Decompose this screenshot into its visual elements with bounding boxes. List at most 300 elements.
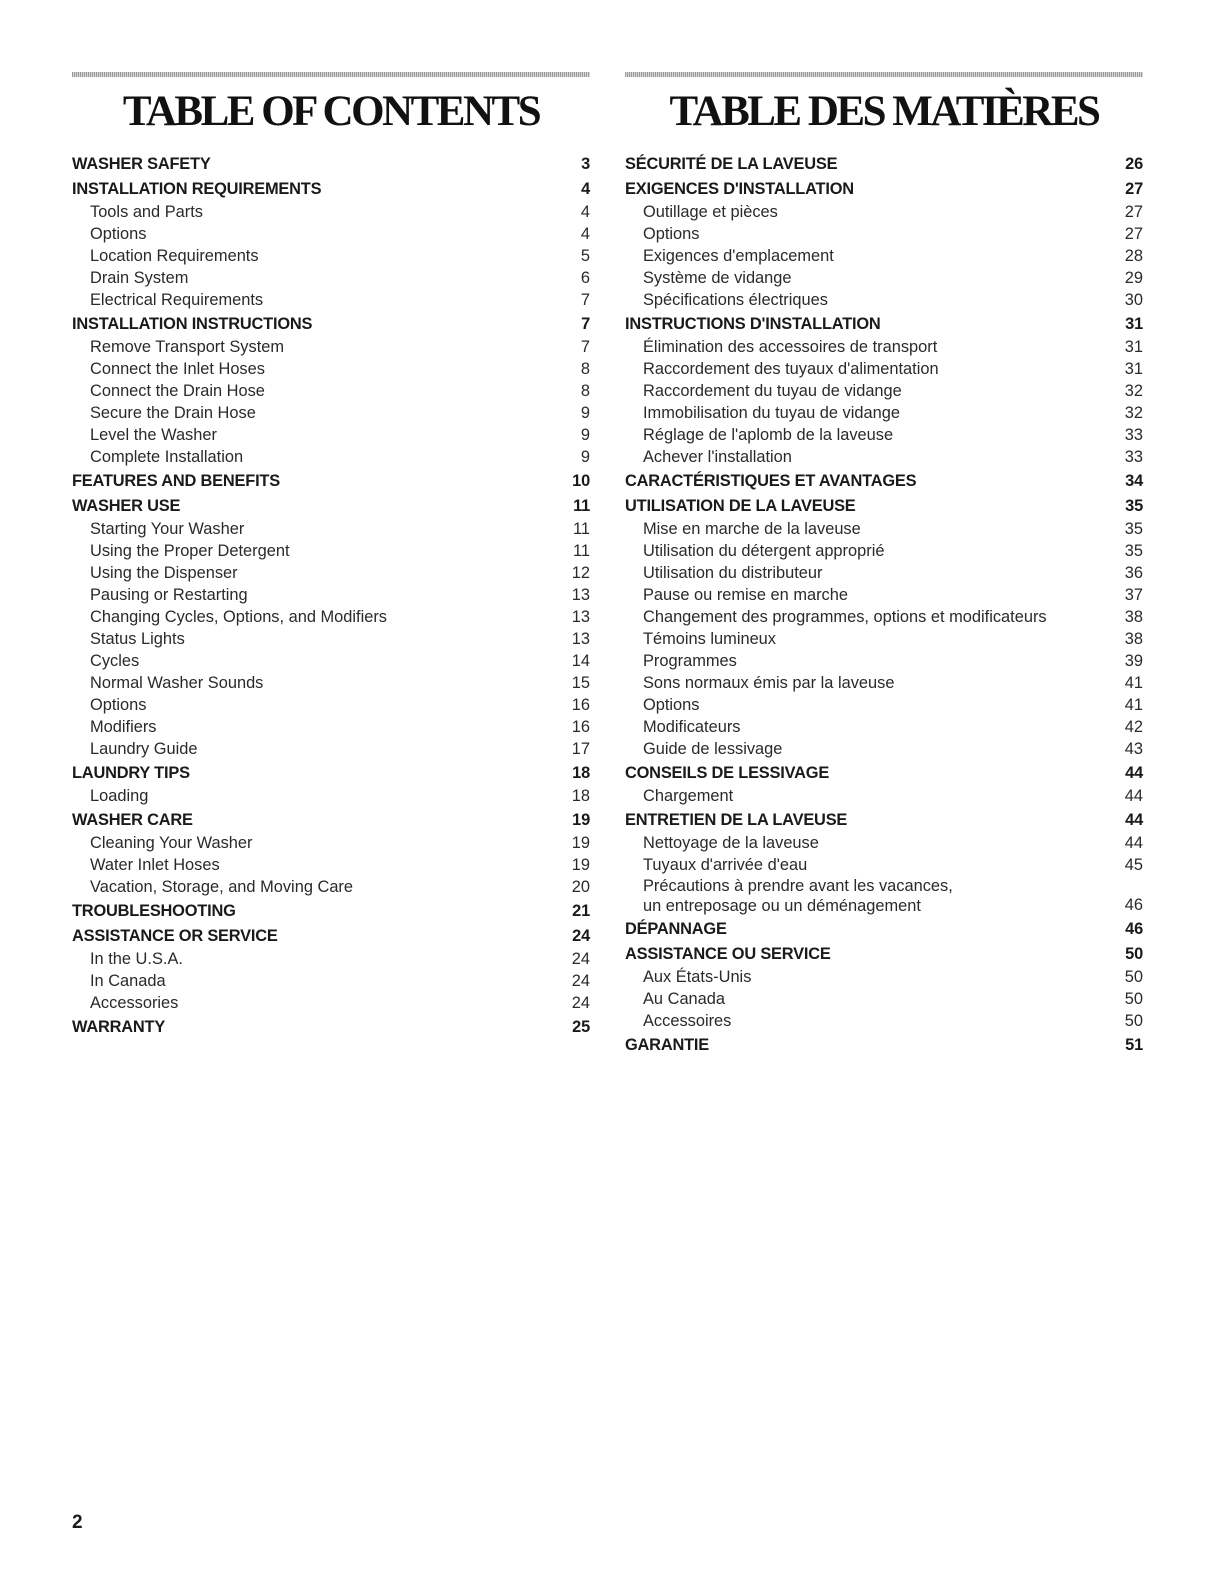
toc-entry-label: WASHER CARE [72,810,193,829]
toc-subsection-entry[interactable] [625,446,1143,468]
toc-subsection-entry[interactable] [625,966,1143,988]
toc-entry-label: Remove Transport System [90,338,285,356]
dot-leader [280,929,572,943]
toc-entry-page: 46 [1125,919,1143,938]
toc-subsection-entry[interactable] [72,562,590,584]
dot-leader [190,270,580,284]
dot-leader [955,897,1124,911]
toc-entry-label: Vacation, Storage, and Moving Care [90,878,354,896]
toc-entry-label: Using the Dispenser [90,564,238,582]
toc-entry-page: 27 [1124,225,1143,243]
dot-leader [200,741,571,755]
toc-subsection-entry[interactable] [625,380,1143,402]
toc-subsection-entry[interactable] [625,738,1143,760]
dot-leader [863,521,1124,535]
toc-entry-label: LAUNDRY TIPS [72,763,190,782]
toc-entry-label: Tuyaux d'arrivée d'eau [643,856,808,874]
toc-entry-page: 50 [1124,990,1143,1008]
toc-subsection-entry[interactable] [72,876,590,898]
toc-entry-label: Raccordement du tuyau de vidange [643,382,902,400]
toc-subsection-entry[interactable] [72,650,590,672]
toc-entry-label: SÉCURITÉ DE LA LAVEUSE [625,154,838,173]
toc-entry-label: Nettoyage de la laveuse [643,834,819,852]
dot-leader [261,248,580,262]
toc-subsection-entry[interactable] [625,606,1143,628]
toc-subsection-entry[interactable] [625,988,1143,1010]
dot-leader [265,292,580,306]
toc-subsection-entry[interactable] [72,584,590,606]
toc-subsection-entry[interactable] [625,402,1143,424]
toc-entry-page: 18 [571,787,590,805]
toc-subsection-entry[interactable] [72,540,590,562]
dot-leader [794,270,1124,284]
toc-list [72,151,590,1039]
toc-entry-label: Pause ou remise en marche [643,586,848,604]
toc-entry-page: 9 [580,448,590,466]
toc-section-entry[interactable] [625,760,1143,785]
toc-entry-label: In the U.S.A. [90,950,183,968]
toc-section-entry[interactable] [625,941,1143,966]
toc-entry-page: 24 [571,972,590,990]
dot-leader [149,697,571,711]
toc-entry-page: 21 [572,901,590,920]
toc-entry-page: 13 [571,608,590,626]
toc-entry-label: Réglage de l'aplomb de la laveuse [643,426,894,444]
toc-entry-page: 11 [572,520,590,538]
toc-subsection-entry[interactable] [625,424,1143,446]
toc-entry-page: 25 [572,1017,590,1036]
toc-entry-page: 44 [1125,810,1143,829]
toc-section-entry[interactable] [72,493,590,518]
dot-leader [794,449,1124,463]
toc-subsection-entry[interactable] [625,540,1143,562]
toc-entry-label: INSTALLATION REQUIREMENTS [72,179,322,198]
dot-leader [918,474,1124,488]
toc-subsection-entry[interactable] [72,606,590,628]
toc-entry-label: TROUBLESHOOTING [72,901,236,920]
toc-entry-page: 44 [1124,787,1143,805]
toc-subsection-entry[interactable] [625,289,1143,311]
toc-entry-label: Options [90,696,147,714]
dot-leader [180,995,570,1009]
toc-entry-label: Spécifications électriques [643,291,828,309]
toc-entry-label: Modificateurs [643,718,741,736]
toc-subsection-entry[interactable] [625,245,1143,267]
toc-entry-page: 30 [1124,291,1143,309]
dot-leader [735,788,1124,802]
toc-entry-page: 9 [580,426,590,444]
toc-entry-label: WASHER SAFETY [72,154,211,173]
toc-entry-page: 50 [1124,968,1143,986]
toc-entry-page: 35 [1124,520,1143,538]
toc-entry-label: ENTRETIEN DE LA LAVEUSE [625,810,848,829]
dot-leader [858,499,1125,513]
toc-entry-label: Chargement [643,787,734,805]
toc-entry-page: 19 [571,856,590,874]
toc-section-entry[interactable] [72,1014,590,1039]
dot-leader [222,857,571,871]
toc-entry-page: 33 [1124,426,1143,444]
toc-entry-page: 50 [1124,1012,1143,1030]
dot-leader [739,653,1124,667]
toc-entry-label: EXIGENCES D'INSTALLATION [625,179,854,198]
dot-leader [250,587,571,601]
dot-leader [856,182,1124,196]
toc-subsection-entry[interactable] [625,785,1143,807]
dot-leader [240,565,571,579]
dot-leader [159,719,571,733]
dot-leader [286,339,580,353]
dot-leader [205,204,580,218]
toc-subsection-entry[interactable] [625,1010,1143,1032]
toc-entry-label: Guide de lessivage [643,740,783,758]
toc-entry-page: 31 [1125,314,1143,333]
dot-leader [314,317,580,331]
toc-subsection-entry[interactable] [625,562,1143,584]
toc-entry-page: 13 [571,586,590,604]
toc-entry-page: 20 [571,878,590,896]
toc-subsection-entry[interactable] [72,267,590,289]
toc-entry-page: 15 [571,674,590,692]
dot-leader [849,813,1124,827]
toc-entry-page: 36 [1124,564,1143,582]
dot-leader [150,788,570,802]
toc-entry-page: 16 [571,696,590,714]
toc-entry-page: 19 [572,810,590,829]
toc-entry-label: Normal Washer Sounds [90,674,264,692]
toc-subsection-entry[interactable] [72,380,590,402]
dot-leader [784,741,1123,755]
page-title: TABLE OF CONTENTS [122,88,540,135]
top-rule [72,72,590,77]
toc-entry-label: Tools and Parts [90,203,203,221]
toc-entry-page: 32 [1124,382,1143,400]
toc-entry-label: Status Lights [90,630,185,648]
toc-entry-page: 7 [580,291,590,309]
toc-entry-page: 33 [1124,448,1143,466]
dot-leader [836,248,1124,262]
toc-entry-label: WARRANTY [72,1017,166,1036]
toc-entry-label: WASHER USE [72,496,181,515]
dot-leader [831,766,1124,780]
toc-entry-page: 41 [1124,674,1143,692]
toc-entry-label: Raccordement des tuyaux d'alimentation [643,360,939,378]
dot-leader [246,521,572,535]
dot-leader [1049,609,1124,623]
dot-leader [141,653,571,667]
toc-entry-label: Water Inlet Hoses [90,856,220,874]
toc-subsection-entry[interactable] [72,245,590,267]
toc-entry-label: Changement des programmes, options et modificateurs [643,608,1047,626]
toc-subsection-entry[interactable] [72,992,590,1014]
toc-entry-page: 24 [571,994,590,1012]
toc-entry-label: FEATURES AND BENEFITS [72,471,280,490]
toc-entry-page: 28 [1124,247,1143,265]
dot-leader [245,449,580,463]
toc-section-entry[interactable] [72,760,590,785]
toc-entry-label: Pausing or Restarting [90,586,248,604]
toc-section-entry[interactable] [625,493,1143,518]
toc-entry-page: 6 [580,269,590,287]
dot-leader [182,499,572,513]
toc-subsection-entry[interactable] [625,584,1143,606]
toc-entry-label: Options [643,696,700,714]
dot-leader [258,405,580,419]
dot-leader [896,675,1123,689]
toc-entry-page: 27 [1125,179,1143,198]
toc-entry-page: 44 [1124,834,1143,852]
toc-entry-label: Mise en marche de la laveuse [643,520,861,538]
toc-section-entry[interactable] [72,468,590,493]
toc-section-entry[interactable] [625,468,1143,493]
toc-subsection-entry[interactable] [625,518,1143,540]
toc-entry-label: Connect the Drain Hose [90,382,265,400]
toc-entry-label: Utilisation du distributeur [643,564,823,582]
dot-leader [778,631,1124,645]
toc-subsection-entry[interactable] [72,970,590,992]
toc-subsection-entry[interactable] [72,518,590,540]
dot-leader [323,182,580,196]
toc-section-entry[interactable] [625,807,1143,832]
dot-leader [195,813,571,827]
dot-leader [702,697,1124,711]
toc-subsection-entry[interactable] [72,785,590,807]
dot-leader [824,565,1123,579]
toc-entry-label: Changing Cycles, Options, and Modifiers [90,608,388,626]
toc-entry-label: Précautions à prendre avant les vacances, un entreposage ou un déménagement [643,877,953,915]
dot-leader [702,226,1124,240]
toc-subsection-entry[interactable] [72,446,590,468]
dot-leader [187,631,571,645]
toc-entry-label: Complete Installation [90,448,244,466]
toc-entry-label: Cleaning Your Washer [90,834,253,852]
toc-subsection-entry[interactable] [625,358,1143,380]
dot-leader [255,835,571,849]
toc-subsection-entry[interactable] [72,358,590,380]
dot-leader [149,226,580,240]
dot-leader [282,474,571,488]
toc-subsection-entry[interactable] [72,289,590,311]
toc-entry-label: Aux États-Unis [643,968,752,986]
toc-entry-page: 51 [1125,1035,1143,1054]
toc-entry-label: Programmes [643,652,737,670]
dot-leader [809,857,1124,871]
toc-entry-page: 42 [1124,718,1143,736]
dot-leader [238,904,572,918]
toc-subsection-entry[interactable] [625,223,1143,245]
dot-leader [729,922,1124,936]
toc-section-entry[interactable] [625,311,1143,336]
toc-subsection-entry[interactable] [72,336,590,358]
toc-entry-page: 11 [573,496,590,515]
toc-entry-page: 44 [1125,763,1143,782]
dot-leader [213,157,581,171]
dot-leader [292,543,572,557]
top-rule [625,72,1143,77]
toc-entry-label: INSTALLATION INSTRUCTIONS [72,314,313,333]
toc-entry-page: 4 [580,203,590,221]
toc-entry-page: 26 [1125,154,1143,173]
toc-entry-page: 41 [1124,696,1143,714]
toc-section-entry[interactable] [625,916,1143,941]
toc-entry-label: Using the Proper Detergent [90,542,290,560]
toc-entry-label: Outillage et pièces [643,203,778,221]
toc-entry-page: 35 [1124,542,1143,560]
toc-entry-label: CARACTÉRISTIQUES ET AVANTAGES [625,471,917,490]
toc-entry-label: ASSISTANCE OU SERVICE [625,944,831,963]
toc-subsection-entry[interactable] [72,402,590,424]
dot-leader [941,361,1124,375]
toc-entry-label: ASSISTANCE OR SERVICE [72,926,278,945]
toc-entry-page: 24 [571,950,590,968]
dot-leader [742,719,1123,733]
toc-subsection-entry[interactable] [72,716,590,738]
toc-entry-label: UTILISATION DE LA LAVEUSE [625,496,856,515]
toc-subsection-entry[interactable] [72,424,590,446]
dot-leader [895,427,1124,441]
toc-section-entry[interactable] [72,898,590,923]
toc-entry-label: CONSEILS DE LESSIVAGE [625,763,830,782]
toc-subsection-entry[interactable] [72,694,590,716]
toc-section-entry[interactable] [625,151,1143,176]
toc-entry-page: 17 [571,740,590,758]
toc-entry-page: 8 [580,360,590,378]
toc-entry-label: Cycles [90,652,140,670]
toc-entry-label: Connect the Inlet Hoses [90,360,265,378]
toc-subsection-entry[interactable] [625,267,1143,289]
toc-section-entry[interactable] [72,923,590,948]
toc-entry-page: 38 [1124,608,1143,626]
toc-entry-page: 24 [572,926,590,945]
toc-section-entry[interactable] [625,1032,1143,1057]
dot-leader [886,543,1123,557]
toc-entry-page: 4 [580,225,590,243]
page-title: TABLE DES MATIÈRES [669,88,1099,135]
toc-entry-page: 16 [571,718,590,736]
toc-entry-label: Accessories [90,994,179,1012]
dot-leader [355,879,571,893]
toc-entry-page: 5 [580,247,590,265]
dot-leader [883,317,1125,331]
toc-entry-page: 7 [581,314,590,333]
toc-entry-label: Élimination des accessoires de transport [643,338,938,356]
dot-leader [839,157,1124,171]
toc-entry-page: 50 [1125,944,1143,963]
dot-leader [833,947,1125,961]
dot-leader [267,361,580,375]
toc-section-entry[interactable] [72,151,590,176]
toc-subsection-entry[interactable] [625,854,1143,876]
toc-section-entry[interactable] [72,807,590,832]
dot-leader [780,204,1124,218]
dot-leader [753,969,1123,983]
dot-leader [185,951,571,965]
toc-subsection-entry[interactable] [72,738,590,760]
dot-leader [902,405,1124,419]
toc-entry-page: 39 [1124,652,1143,670]
toc-section-entry[interactable] [72,176,590,201]
toc-subsection-entry[interactable] [72,672,590,694]
toc-entry-page: 45 [1124,856,1143,874]
toc-entry-page: 37 [1124,586,1143,604]
toc-subsection-entry[interactable] [625,876,1143,916]
toc-entry-label: Sons normaux émis par la laveuse [643,674,895,692]
toc-entry-label: Accessoires [643,1012,732,1030]
toc-entry-page: 46 [1124,896,1143,914]
toc-entry-page: 19 [571,834,590,852]
toc-entry-label: Témoins lumineux [643,630,776,648]
toc-section-entry[interactable] [625,176,1143,201]
toc-subsection-entry[interactable] [625,716,1143,738]
toc-section-entry[interactable] [72,311,590,336]
toc-entry-label: GARANTIE [625,1035,709,1054]
toc-entry-label: Immobilisation du tuyau de vidange [643,404,900,422]
toc-entry-page: 9 [580,404,590,422]
toc-entry-label: Loading [90,787,149,805]
dot-leader [821,835,1124,849]
dot-leader [265,675,570,689]
toc-entry-page: 11 [572,542,590,560]
toc-entry-page: 38 [1124,630,1143,648]
toc-entry-label: Level the Washer [90,426,217,444]
toc-entry-label: In Canada [90,972,166,990]
toc-subsection-entry[interactable] [625,628,1143,650]
dot-leader [267,383,580,397]
toc-subsection-entry[interactable] [72,201,590,223]
toc-entry-page: 29 [1124,269,1143,287]
toc-entry-page: 12 [571,564,590,582]
toc-entry-page: 10 [572,471,590,490]
toc-subsection-entry[interactable] [625,694,1143,716]
toc-subsection-entry[interactable] [625,832,1143,854]
toc-entry-page: 31 [1124,360,1143,378]
dot-leader [727,991,1124,1005]
toc-entry-page: 34 [1125,471,1143,490]
toc-subsection-entry[interactable] [625,201,1143,223]
toc-subsection-entry[interactable] [72,832,590,854]
toc-entry-page: 31 [1124,338,1143,356]
toc-entry-page: 35 [1125,496,1143,515]
toc-entry-page: 13 [571,630,590,648]
toc-entry-label: Options [90,225,147,243]
dot-leader [830,292,1124,306]
toc-entry-page: 32 [1124,404,1143,422]
toc-subsection-entry[interactable] [625,650,1143,672]
dot-leader [168,973,571,987]
toc-entry-label: Secure the Drain Hose [90,404,256,422]
toc-entry-label: Modifiers [90,718,157,736]
toc-list [625,151,1143,1057]
toc-subsection-entry[interactable] [72,223,590,245]
dot-leader [850,587,1124,601]
toc-entry-page: 7 [580,338,590,356]
toc-entry-label: Drain System [90,269,189,287]
dot-leader [733,1013,1123,1027]
toc-entry-label: INSTRUCTIONS D'INSTALLATION [625,314,881,333]
toc-entry-page: 8 [580,382,590,400]
dot-leader [711,1038,1124,1052]
toc-subsection-entry[interactable] [72,854,590,876]
dot-leader [939,339,1124,353]
dot-leader [389,609,571,623]
toc-entry-label: Système de vidange [643,269,792,287]
dot-leader [192,766,571,780]
toc-subsection-entry[interactable] [72,628,590,650]
toc-subsection-entry[interactable] [72,948,590,970]
toc-subsection-entry[interactable] [625,336,1143,358]
contents-column-english [72,72,590,1039]
toc-subsection-entry[interactable] [625,672,1143,694]
